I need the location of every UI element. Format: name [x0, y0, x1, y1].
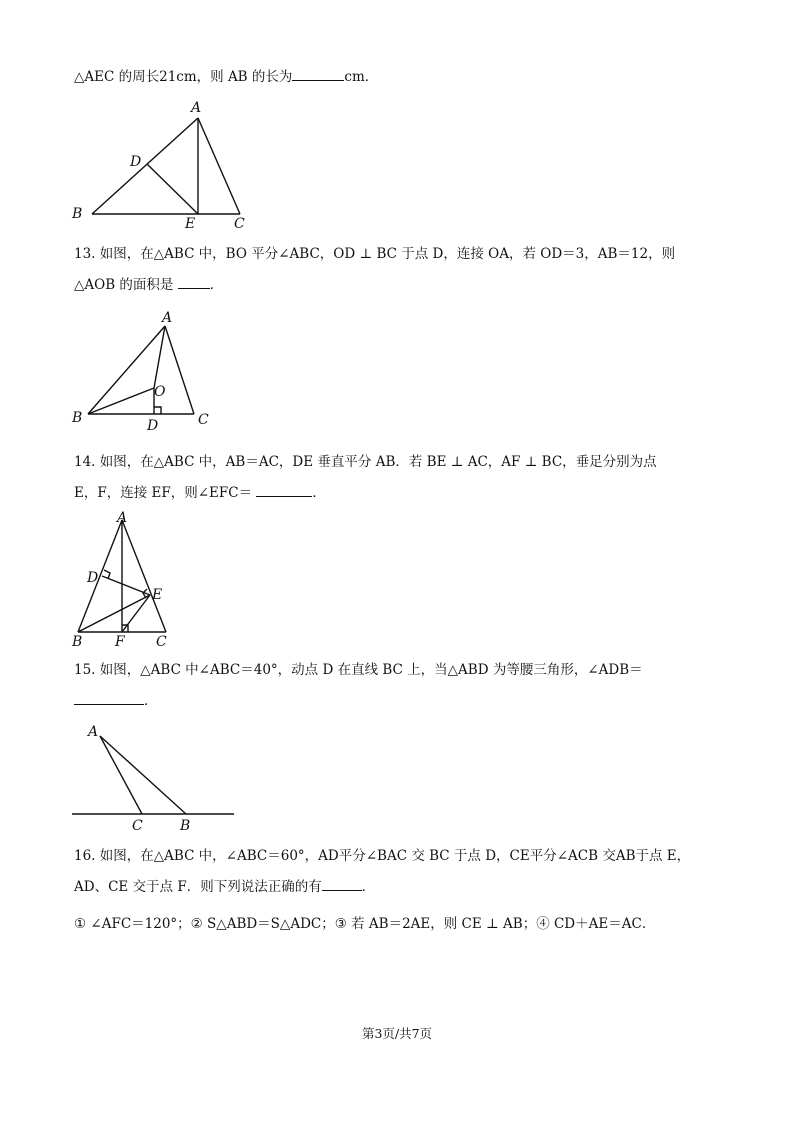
q14-label-c: C — [156, 634, 167, 650]
q13-label-o: O — [154, 384, 166, 400]
q13-answer-blank[interactable] — [178, 274, 210, 289]
q12-unit: cm． — [344, 69, 379, 85]
q12-text: △AEC 的周长21cm，则 AB 的长为 — [74, 69, 293, 85]
q14-text-prefix: E，F，连接 EF，则∠EFC＝ — [74, 485, 253, 501]
q12-label-a: A — [191, 100, 202, 116]
q12-label-b: B — [72, 206, 83, 222]
q12-line-de — [147, 164, 198, 214]
q12-label-c: C — [234, 216, 245, 232]
q16-answer-blank[interactable] — [322, 876, 362, 891]
q14-line-ac — [122, 520, 166, 632]
q14-label-a: A — [117, 510, 128, 526]
q13-line-ao — [154, 326, 165, 388]
q13-right-angle-mark — [154, 407, 161, 414]
q15-text-suffix: ． — [144, 693, 158, 709]
q12-line-ac — [198, 118, 240, 214]
q14-line-ef — [122, 595, 150, 632]
q16-line-1: 16. 如图，在△ABC 中，∠ABC＝60°，AD平分∠BAC 交 BC 于点 D，CE平分∠ACB 交AB于点 E， — [74, 848, 691, 864]
q15-answer-blank[interactable] — [74, 690, 144, 705]
q14-label-b: B — [72, 634, 83, 650]
q14-label-e: E — [152, 587, 163, 603]
q15-label-c: C — [132, 818, 143, 834]
q13-figure — [60, 306, 240, 436]
q13-line-2 — [74, 274, 223, 295]
q15-line-1: 15. 如图，△ABC 中∠ABC＝40°，动点 D 在直线 BC 上，当△ABD 为等腰三角形，∠ADB＝ — [74, 662, 643, 678]
q14-figure — [60, 508, 200, 658]
q14-line-ab — [78, 520, 122, 632]
q14-line-de — [102, 576, 150, 595]
q16-line-2 — [74, 876, 375, 897]
q13-line-1: 13. 如图，在△ABC 中，BO 平分∠ABC，OD ⊥ BC 于点 D，连接 OA，若 OD＝3，AB＝12，则 — [74, 246, 676, 262]
q13-label-b: B — [72, 410, 83, 426]
q14-answer-blank[interactable] — [256, 482, 312, 497]
q14-line-be — [78, 595, 150, 632]
q13-text-suffix: ． — [209, 277, 224, 293]
q15-figure — [60, 718, 250, 838]
q15-label-b: B — [180, 818, 191, 834]
q13-label-d: D — [147, 418, 159, 434]
q15-line-ab — [100, 736, 186, 814]
page-number: 第3页/共7页 — [361, 1026, 433, 1041]
q14-text-suffix: ． — [312, 485, 326, 501]
q14-label-f: F — [115, 634, 125, 650]
q16-options: ① ∠AFC＝120°；② S△ABD＝S△ADC；③ 若 AB＝2AE，则 CE ⊥ AB；④ CD＋AE＝AC． — [74, 916, 656, 932]
q13-line-ac — [165, 326, 194, 414]
q13-text-prefix: △AOB 的面积是 — [74, 277, 174, 293]
q12-text-line — [74, 66, 378, 87]
q15-label-a: A — [88, 724, 99, 740]
q14-label-d: D — [87, 570, 99, 586]
q12-answer-blank[interactable] — [292, 66, 344, 81]
q16-text-prefix: AD、CE 交于点 F．则下列说法正确的有 — [74, 879, 322, 895]
q15-line-ac — [100, 736, 142, 814]
q13-line-bo — [88, 388, 154, 414]
q16-text-suffix: ． — [361, 879, 376, 895]
q15-line-2 — [74, 690, 158, 711]
q14-line-1: 14. 如图，在△ABC 中，AB＝AC，DE 垂直平分 AB．若 BE ⊥ AC，AF ⊥ BC，垂足分别为点 — [74, 454, 657, 470]
q13-label-a: A — [162, 310, 173, 326]
q12-figure — [60, 96, 260, 236]
q12-label-e: E — [185, 216, 196, 232]
q13-label-c: C — [198, 412, 209, 428]
q14-line-2 — [74, 482, 326, 503]
q12-label-d: D — [130, 154, 142, 170]
q12-line-ab — [92, 118, 198, 214]
